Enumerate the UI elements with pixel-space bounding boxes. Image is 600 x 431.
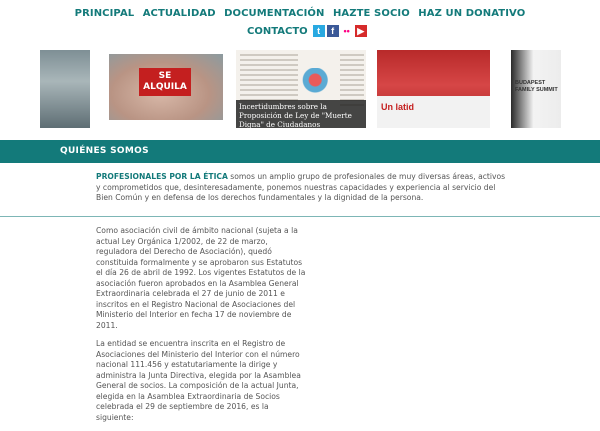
nav-haz-un-donativo[interactable]: HAZ UN DONATIVO [418, 8, 526, 19]
image-slider [0, 50, 600, 132]
slide-march-photo[interactable] [377, 50, 490, 128]
slide-meeting-photo[interactable] [40, 50, 90, 128]
nav-actualidad[interactable]: ACTUALIDAD [142, 8, 216, 19]
intro-lead: PROFESIONALES POR LA ÉTICA [96, 172, 228, 181]
body-content [96, 226, 306, 431]
section-title: QUIÉNES SOMOS [60, 146, 149, 156]
nav-documentacion[interactable]: DOCUMENTACIÓN [224, 8, 325, 19]
section-divider [0, 216, 600, 217]
body-paragraph-2: La entidad se encuentra inscrita en el Registro de Asociaciones del Ministerio del Interior con el número nacional 111.456 y estatutariamente la dirige y administra la Junta Directiva, elegida por la Asamblea General de socios. La composición de la actual Junta, elegida en la Asamblea Extraordinaria de Socios celebrada el 29 de septiembre de 2016, es la siguiente: [96, 339, 301, 422]
nav-contacto[interactable]: CONTACTO [247, 25, 308, 37]
intro-text: somos un amplio grupo de profesionales de muy diversas áreas, activos y comprometidos que, desinteresadamente, ponemos nuestras capacidades y experiencia al servicio del Bien Común y en defensa de los derechos fundamentales y la dignidad de la persona. [96, 172, 506, 202]
facebook-icon[interactable]: f [327, 25, 339, 37]
main-nav [0, 3, 600, 21]
summit-text: BUDAPEST FAMILY SUMMIT [515, 80, 558, 93]
se-alquila-sign: SE ALQUILA [139, 68, 191, 96]
slide-caption[interactable]: Incertidumbres sobre la Proposición de Ley de "Muerte Digna" de Ciudadanos [236, 100, 366, 128]
secondary-nav [247, 25, 369, 37]
slide-featured-article[interactable] [236, 50, 366, 128]
twitter-icon[interactable]: t [313, 25, 325, 37]
nav-hazte-socio[interactable]: HAZTE SOCIO [332, 8, 410, 19]
intro-paragraph [96, 172, 506, 204]
slide-family-summit-photo[interactable] [511, 50, 561, 128]
flickr-icon[interactable]: •• [341, 25, 353, 37]
newspaper-column-image [340, 54, 364, 106]
slide-se-alquila-photo[interactable] [109, 54, 223, 120]
newspaper-illustration-image [300, 68, 338, 98]
section-header [0, 140, 600, 163]
nav-principal[interactable]: PRINCIPAL [74, 8, 135, 19]
march-banner [377, 96, 490, 128]
march-banner-text: Un latid [381, 102, 414, 112]
newspaper-column-image [240, 54, 298, 104]
body-paragraph-1: Como asociación civil de ámbito nacional (sujeta a la actual Ley Orgánica 1/2002, de 22 de marzo, reguladora del Derecho de Asociación), quedó constituida formalmente y se aprobaron sus Estatutos el día 26 de abril de 1992. Los vigentes Estatutos de la asociación fueron aprobados en la Asamblea General Extraordinaria celebrada el 27 de junio de 2011 e inscritos en el Registro Nacional de Asociaciones del Ministerio del Interior en fecha 17 de noviembre de 2011. [96, 226, 306, 330]
youtube-icon[interactable]: ▶ [355, 25, 367, 37]
